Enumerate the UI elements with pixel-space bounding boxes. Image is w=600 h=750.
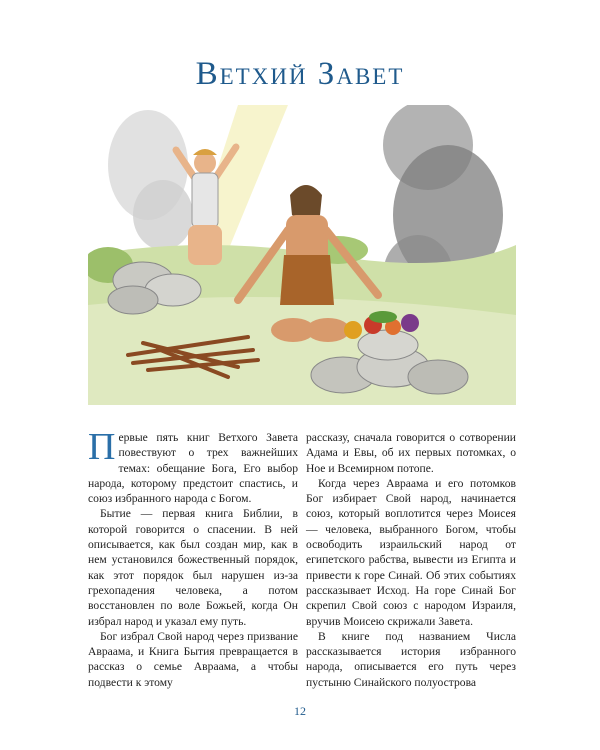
page-number: 12 [294, 704, 306, 718]
page-title: Ветхий Завет [195, 56, 405, 92]
paragraph: Первые пять книг Ветхого Завета повествуют о трех важнейших темах: обещание Бога, Его выбор народа, которому предстоит спастись, и союз избранного народа с Богом. [88, 426, 298, 506]
paragraph: рассказу, сначала говорится о сотворении Адама и Евы, об их первых потомках, о Ное и Всемирном потопе. [306, 431, 516, 475]
paragraph: Когда через Авраама и его потомков Бог избирает Свой народ, начинается союз, который воплотится через Моисея — человека, выбранного Богом, чтобы освободить израильский народ от египетского рабства, вывести из Египта и привести к горе Синай. Об этих событиях рассказывает Исход. На горе Синай Бог скрепил Свой союз с народом Израиля, вручив Моисею скрижали Завета. [306, 476, 516, 628]
paragraph: В книге под названием Числа рассказывается история избранного народа, описывается его путь через пустыню Синайского полуострова [306, 629, 516, 689]
drop-cap: П [88, 426, 116, 468]
text-column-left [88, 426, 298, 690]
text-column-right [306, 430, 516, 690]
paragraph: Бытие — первая книга Библии, в которой говорится о спасении. В ней описывается, как был создан мир, как в нем установился божественный порядок, как этот порядок был нарушен из-за грехопадения человека, а потом восстановлен по воле Божьей, когда Он избрал народ и указал ему путь. [88, 507, 298, 628]
paragraph: Бог избрал Свой народ через призвание Авраама, и Книга Бытия превращается в рассказ о семье Авраама, а чтобы подвести к этому [88, 629, 298, 689]
illustration-cain-and-abel [88, 105, 516, 405]
